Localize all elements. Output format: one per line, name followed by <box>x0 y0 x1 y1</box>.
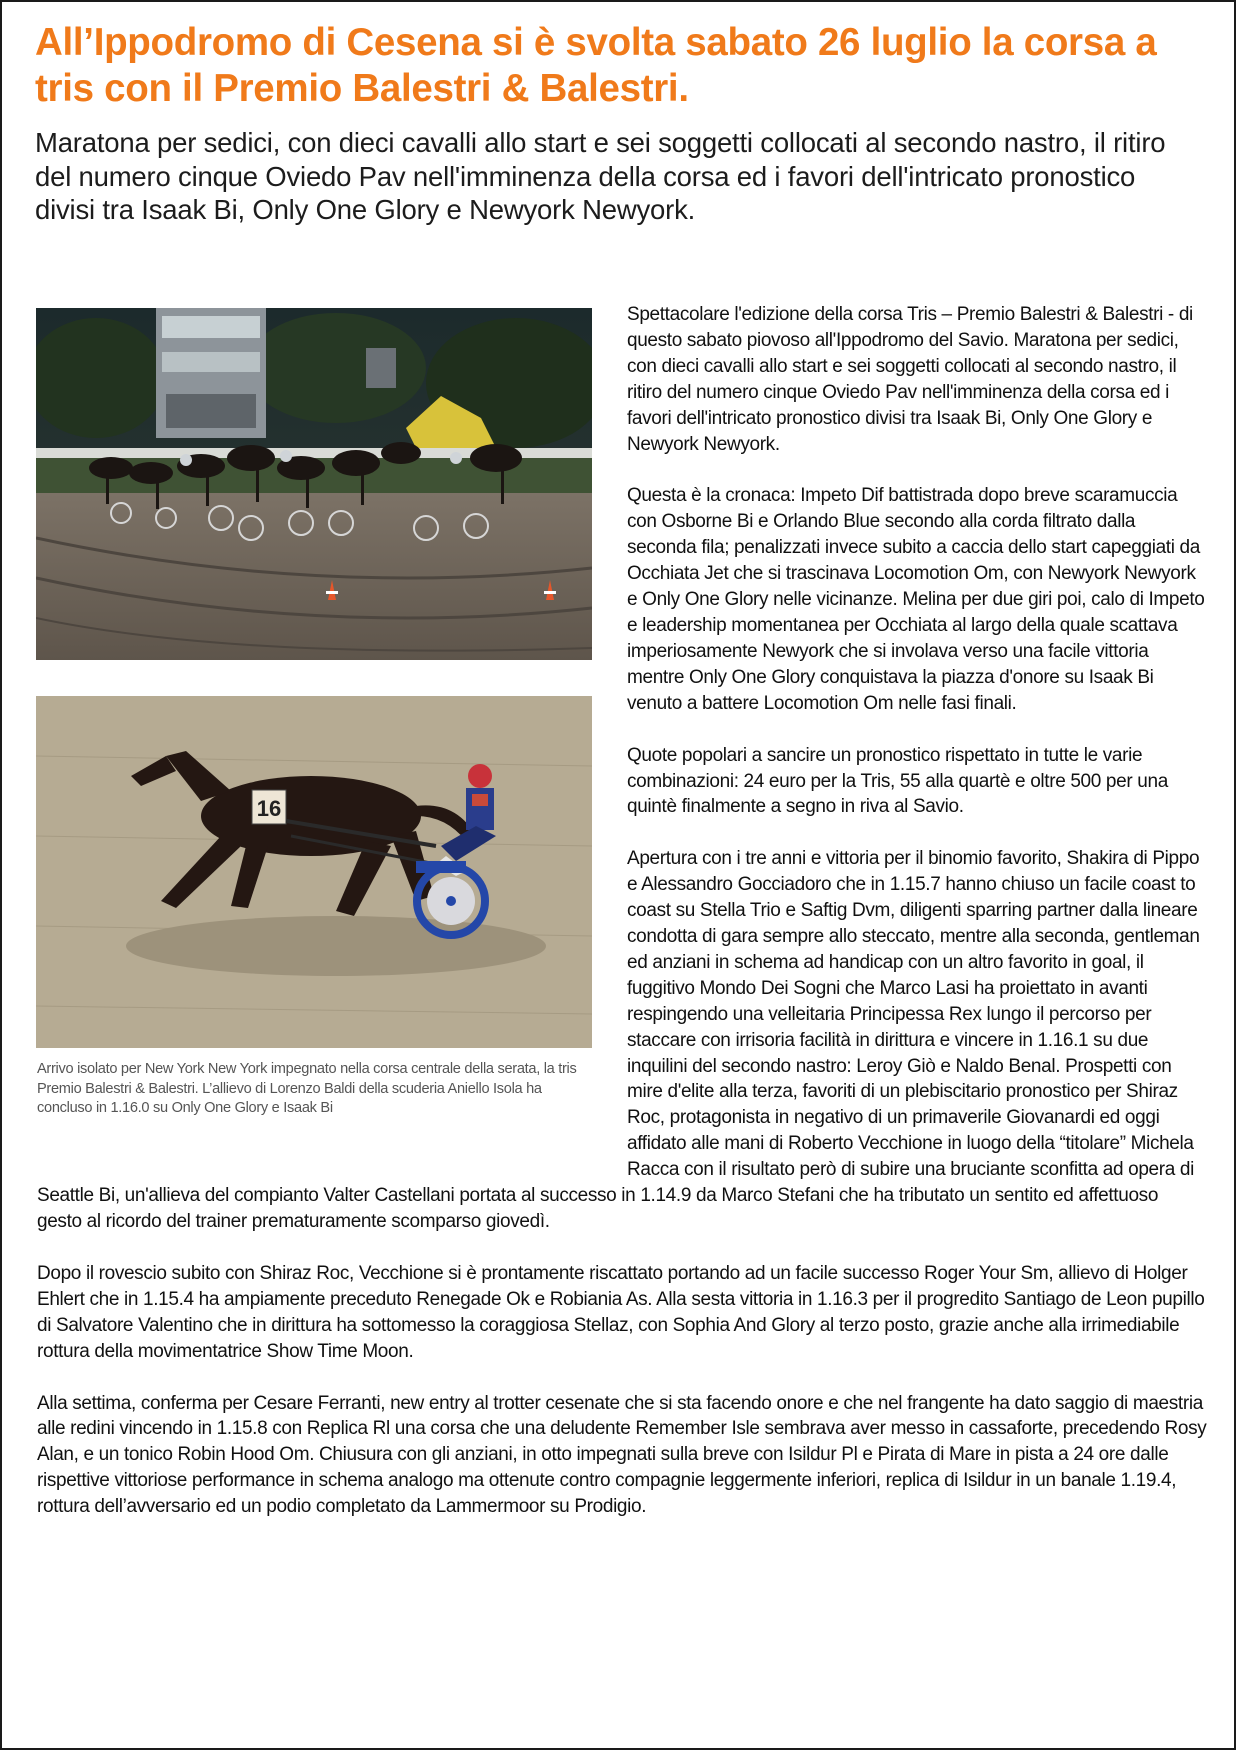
photo-caption: Arrivo isolato per New York New York impegnato nella corsa centrale della serata, la tris Premio Balestri & Balestri. L’allievo di Lorenzo Baldi della scuderia Aniello Isola ha concluso in 1.16.0 su Only One Glory e Isaak Bi <box>37 1061 577 1116</box>
article-paragraph: Spettacolare l'edizione della corsa Tris – Premio Balestri & Balestri - di questo sabato piovoso all'Ippodromo del Savio. Maratona per sedici, con dieci cavalli allo start e sei soggetti collocati al secondo nastro, il ritiro del numero cinque Oviedo Pav nell'imminenza della corsa ed i favori dell'intricato pronostico divisi tra Isaak Bi, Only One Glory e Newyork Newyork. <box>627 304 1193 455</box>
race-start-photo <box>36 308 592 660</box>
article-paragraph: Alla settima, conferma per Cesare Ferranti, new entry al trotter cesenate che si sta facendo onore e che nel frangente ha dato saggio di maestria alle redini vincendo in 1.15.8 con Replica Rl una corsa che una deludente Remember Isle sembrava aver messo in cassaforte, precedendo Rosy Alan, e un tonico Robin Hood Om. Chiusura con gli anziani, in otto impegnati sulla breve con Isildur Pl e Pirata di Mare in pista a 24 ore dalle rispettive vittoriose performance in schema analogo ma ottenute contro compagnie leggermente inferiori, replica di Isildur in un banale 1.19.4, rottura dell’avversario ed un podio completato da Lammermoor su Prodigio. <box>37 1392 1207 1518</box>
article-subhead: Maratona per sedici, con dieci cavalli allo start e sei soggetti collocati al secondo nastro, il ritiro del numero cinque Oviedo Pav nell'imminenza della corsa ed i favori dell'intricato pronostico divisi tra Isaak Bi, Only One Glory e Newyork Newyork. <box>35 127 1166 225</box>
article-paragraph: Dopo il rovescio subito con Shiraz Roc, Vecchione si è prontamente riscattato portando ad un facile successo Roger Your Sm, allievo di Holger Ehlert che in 1.15.4 ha ampiamente preceduto Renegade Ok e Robiania As. Alla sesta vittoria in 1.16.3 per il progredito Santiago de Leon pupillo di Salvatore Valentino che in dirittura ha sottomesso la coraggiosa Stellaz, con Sophia And Glory al terzo posto, grazie anche alla irrimediabile rottura della movimentatrice Show Time Moon. <box>37 1262 1205 1362</box>
bib-number: 16 <box>256 796 282 821</box>
article-paragraph: Apertura con i tre anni e vittoria per il binomio favorito, Shakira di Pippo e Alessandro Gocciadoro che in 1.15.7 hanno chiuso un facile coast to coast su Stella Trio e Saftig Dvm, diligenti sparring partner dalla lineare condotta di gara sempre allo steccato, mentre alla seconda, gentleman ed anziani in schema ad handicap con un altro favorito in goal, il fuggitivo Mondo Dei Sogni che Marco Lasi ha proiettato in avanti respingendo una velleitaria Principessa Rex lungo il percorso per staccare con irrisoria facilità in dirittura e vincere in 1.16.1 su due inquilini del secondo nastro: Leroy Giò e Naldo Benal. Prospetti con mire d'elite alla terza, favoriti di un plebiscitario pronostico per Shiraz Roc, protagonista in negativo di un primaverile Giovanardi ed oggi affidato alle mani di Roberto Vecchione in luogo della “titolare” Michela Racca con il risultato però di subire una bruciante sconfitta ad opera di Seattle Bi, un'allieva del compianto Valter Castellani portata al successo in 1.14.9 da Marco Stefani che ha tributato un sentito ed affettuoso gesto al ricordo del trainer prematuramente scomparso giovedì. <box>37 848 1200 1232</box>
trotter-16-photo <box>36 696 592 1048</box>
article-headline: All’Ippodromo di Cesena si è svolta sabato 26 luglio la corsa a tris con il Premio Balestri & Balestri. <box>35 21 1157 110</box>
trotter-16-photo-image <box>36 696 592 1048</box>
article-paragraph: Quote popolari a sancire un pronostico rispettato in tutte le varie combinazioni: 24 euro per la Tris, 55 alla quartè e oltre 500 per una quintè finalmente a segno in riva al Savio. <box>627 744 1168 818</box>
article-paragraph: Questa è la cronaca: Impeto Dif battistrada dopo breve scaramuccia con Osborne Bi e Orlando Blue secondo alla corda filtrato dalla seconda fila; penalizzati invece subito a caccia dello start capeggiati da Occhiata Jet che si trascinava Locomotion Om, con Newyork Newyork e Only One Glory nelle vicinanze. Melina per due giri poi, calo di Impeto e leadership momentanea per Occhiata al largo della quale scattava imperiosamente Newyork che si involava verso una facile vittoria mentre Only One Glory conquistava la piazza d'onore su Isaak Bi venuto a battere Locomotion Om nelle fasi finali. <box>627 485 1205 714</box>
race-start-photo-image <box>36 308 592 660</box>
